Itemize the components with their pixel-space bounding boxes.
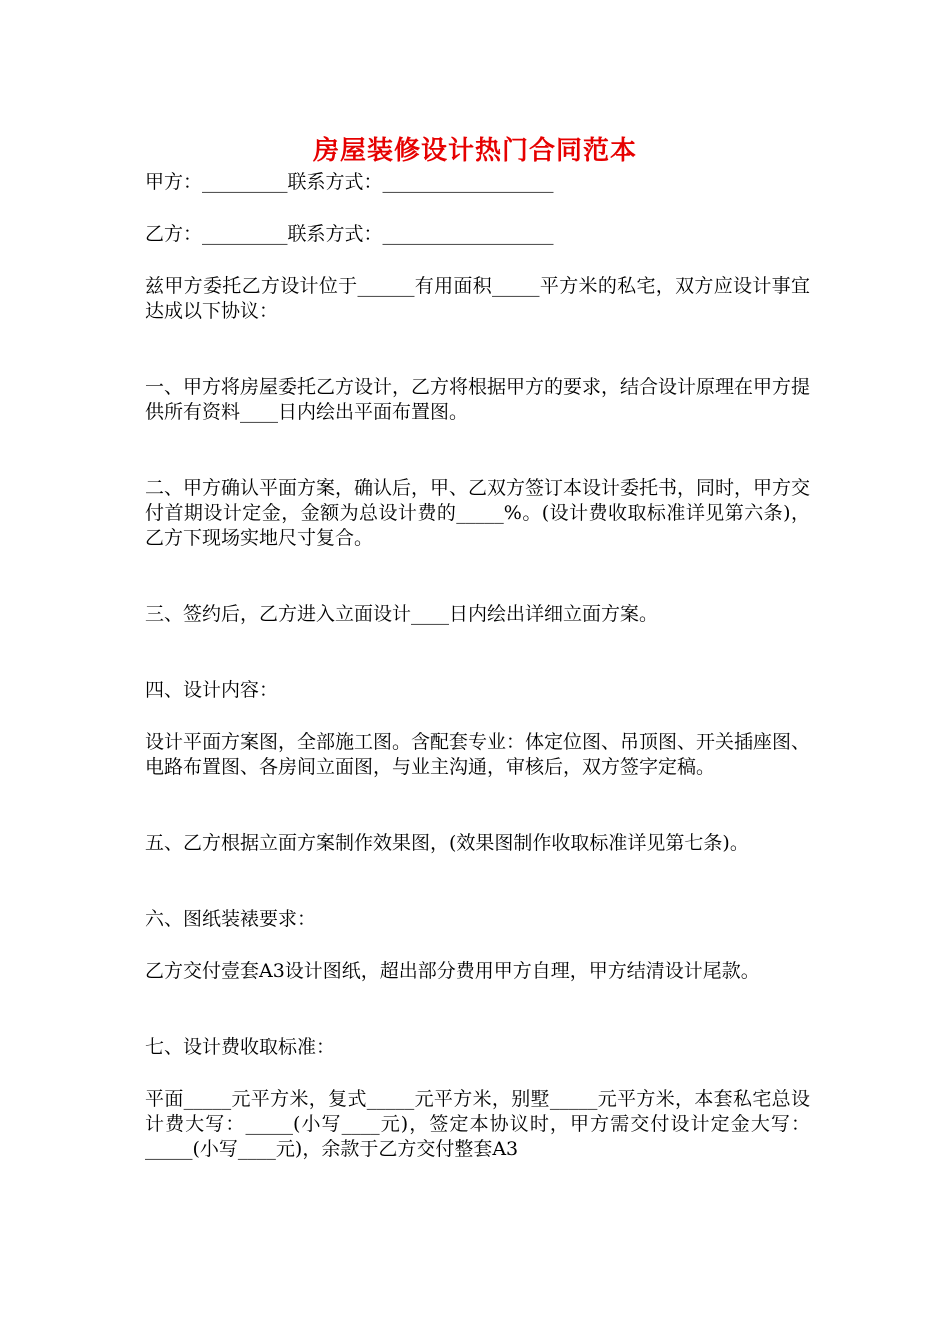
- clause-5: 五、乙方根据立面方案制作效果图，(效果图制作收取标准详见第七条)。: [145, 832, 749, 854]
- clause-1: 一、甲方将房屋委托乙方设计，乙方将根据甲方的要求，结合设计原理在甲方提供所有资料____日内绘出平面布置图。: [145, 376, 811, 423]
- clause-6-heading: 六、图纸装裱要求：: [145, 908, 317, 930]
- clause-3: 三、签约后，乙方进入立面设计____日内绘出详细立面方案。: [145, 603, 659, 625]
- document-body: [145, 170, 810, 1162]
- party-b-line: 乙方：_________联系方式：__________________: [145, 223, 554, 245]
- clause-6-body: 乙方交付壹套A3设计图纸，超出部分费用甲方自理，甲方结清设计尾款。: [145, 960, 760, 982]
- clause-4-heading: 四、设计内容：: [145, 679, 279, 701]
- clause-2: 二、甲方确认平面方案，确认后，甲、乙双方签订本设计委托书，同时，甲方交付首期设计定金，金额为总设计费的_____%。(设计费收取标准详见第六条)，乙方下现场实地尺寸复合。: [145, 477, 811, 549]
- clause-7-body: 平面_____元平方米，复式_____元平方米，别墅_____元平方米，本套私宅总设计费大写：_____(小写____元)，签定本协议时，甲方需交付设计定金大写：_____(小写____元)，余款于乙方交付整套A3: [145, 1088, 810, 1160]
- document-title: 房屋装修设计热门合同范本: [312, 136, 637, 166]
- intro-paragraph: 兹甲方委托乙方设计位于______有用面积_____平方米的私宅，双方应设计事宜达成以下协议：: [145, 275, 810, 322]
- clause-4-body: 设计平面方案图，全部施工图。含配套专业：体定位图、吊顶图、开关插座图、电路布置图、各房间立面图，与业主沟通，审核后，双方签字定稿。: [145, 731, 811, 778]
- party-a-line: 甲方：_________联系方式：__________________: [145, 171, 554, 193]
- clause-7-heading: 七、设计费收取标准：: [145, 1036, 336, 1058]
